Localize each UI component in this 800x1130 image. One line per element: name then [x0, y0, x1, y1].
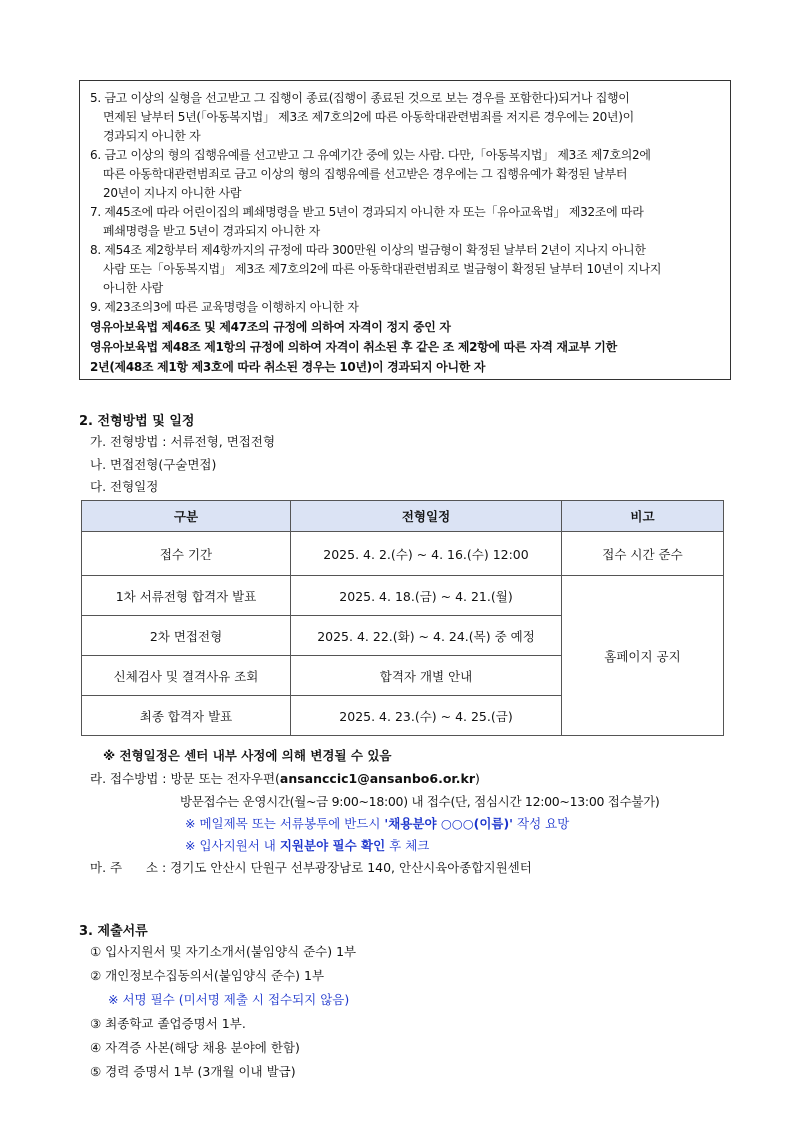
row3-category: 2차 면접전형 [82, 616, 291, 656]
item-7-line-2: 폐쇄명령을 받고 5년이 경과되지 아니한 자 [103, 224, 320, 238]
item-6-line-1: 6. 금고 이상의 형의 집행유예를 선고받고 그 유예기간 중에 있는 사람. 다만,「아동복지법」 제3조 제7호의2에 [90, 148, 651, 162]
item-8-line-2: 사람 또는「아동복지법」 제3조 제7호의2에 따른 아동학대관련범죄로 벌금형이 확정된 날부터 10년이 지나지 [103, 262, 662, 276]
item-6-line-2: 따른 아동학대관련범죄로 금고 이상의 형의 집행유예를 선고받은 경우에는 그 집행유예가 확정된 날부터 [103, 167, 628, 181]
item-6 [90, 146, 718, 203]
application-method-close: ) [475, 771, 480, 786]
item-9 [90, 298, 718, 317]
application-method [90, 769, 480, 787]
doc-item-5: ⑤ 경력 증명서 1부 (3개월 이내 발급) [90, 1064, 296, 1079]
field-note-tail: 후 체크 [385, 838, 430, 853]
row5-category: 최종 합격자 발표 [82, 696, 291, 736]
bold-line-3: 2년(제48조 제1항 제3호에 따라 취소된 경우는 10년)이 경과되지 아니한 자 [90, 360, 486, 374]
doc-item-1: ① 입사지원서 및 자기소개서(붙임양식 준수) 1부 [90, 944, 357, 959]
table-row [82, 532, 724, 576]
field-check-note [185, 836, 429, 854]
item-5-line-1: 5. 금고 이상의 실형을 선고받고 그 집행이 종료(집행이 종료된 것으로 보는 경우를 포함한다)되거나 집행이 [90, 91, 630, 105]
bold-line-1: 영유아보육법 제46조 및 제47조의 규정에 의하여 자격이 정지 중인 자 [90, 320, 451, 334]
row1-category: 접수 기간 [82, 532, 291, 576]
application-method-label: 라. 접수방법 : 방문 또는 전자우편( [90, 771, 280, 786]
interview-line: 나. 면접전형(구술면접) [90, 457, 217, 472]
item-5 [90, 89, 718, 146]
item-8-line-1: 8. 제54조 제2항부터 제4항까지의 규정에 따라 300만원 이상의 벌금형이 확정된 날부터 2년이 지나지 아니한 [90, 243, 646, 257]
mail-note-tail: 작성 요망 [513, 816, 570, 831]
schedule-table [81, 500, 724, 736]
disqualification-box [79, 80, 731, 380]
section2-title: 2. 전형방법 및 일정 [79, 414, 195, 429]
table-row [82, 576, 724, 616]
item-7-line-1: 7. 제45조에 따라 어린이집의 폐쇄명령을 받고 5년이 경과되지 아니한 자 또는「유아교육법」 제32조에 따라 [90, 205, 644, 219]
row2-category: 1차 서류전형 합격자 발표 [82, 576, 291, 616]
item-8 [90, 241, 718, 298]
item-5-line-2: 면제된 날부터 5년(「아동복지법」 제3조 제7호의2에 따른 아동학대관련범죄를 저지른 경우에는 20년)이 [103, 110, 634, 124]
row5-schedule: 2025. 4. 23.(수) ~ 4. 25.(금) [291, 696, 562, 736]
row4-schedule: 합격자 개별 안내 [291, 656, 562, 696]
address-line: 마. 주 소 : 경기도 안산시 단원구 선부광장남로 140, 안산시육아종합지원센터 [90, 860, 532, 875]
email-address: ansanccic1@ansanbo6.or.kr [279, 771, 476, 786]
item-5-line-3: 경과되지 아니한 자 [103, 129, 201, 143]
schedule-line: 다. 전형일정 [90, 479, 159, 494]
item-6-line-3: 20년이 지나지 아니한 사람 [103, 186, 242, 200]
merged-note-cell: 홈페이지 공지 [562, 576, 724, 736]
bold-line-2: 영유아보육법 제48조 제1항의 규정에 의하여 자격이 취소된 후 같은 조 제2항에 따른 자격 재교부 기한 [90, 340, 617, 354]
signature-note: ※ 서명 필수 (미서명 제출 시 접수되지 않음) [108, 992, 350, 1007]
header-schedule: 전형일정 [291, 501, 562, 532]
doc-item-2: ② 개인정보수집동의서(붙임양식 준수) 1부 [90, 968, 325, 983]
doc-item-4: ④ 자격증 사본(해당 채용 분야에 한함) [90, 1040, 300, 1055]
item-8-line-3: 아니한 사람 [103, 281, 163, 295]
item-9-line-1: 9. 제23조의3에 따른 교육명령을 이행하지 아니한 자 [90, 300, 359, 314]
mail-subject-note [185, 814, 569, 832]
schedule-notice: ※ 전형일정은 센터 내부 사정에 의해 변경될 수 있음 [103, 748, 392, 763]
doc-item-3: ③ 최종학교 졸업증명서 1부. [90, 1016, 246, 1031]
visit-hours: 방문접수는 운영시간(월~금 9:00~18:00) 내 접수(단, 점심시간 12:00~13:00 접수불가) [180, 794, 660, 809]
row2-schedule: 2025. 4. 18.(금) ~ 4. 21.(월) [291, 576, 562, 616]
row3-schedule: 2025. 4. 22.(화) ~ 4. 24.(목) 중 예정 [291, 616, 562, 656]
section3-title: 3. 제출서류 [79, 924, 148, 939]
header-note: 비고 [562, 501, 724, 532]
mail-note-text: ※ 메일제목 또는 서류봉투에 반드시 [185, 816, 385, 831]
method-line: 가. 전형방법 : 서류전형, 면접전형 [90, 434, 276, 449]
row1-note: 접수 시간 준수 [562, 532, 724, 576]
item-7 [90, 203, 718, 241]
row4-category: 신체검사 및 결격사유 조회 [82, 656, 291, 696]
table-header-row [82, 501, 724, 532]
field-note-bold: 지원분야 필수 확인 [279, 838, 386, 853]
field-note-text: ※ 입사지원서 내 [185, 838, 280, 853]
mail-note-bold: '채용분야 ○○○(이름)' [384, 816, 514, 831]
row1-schedule: 2025. 4. 2.(수) ~ 4. 16.(수) 12:00 [291, 532, 562, 576]
header-category: 구분 [82, 501, 291, 532]
